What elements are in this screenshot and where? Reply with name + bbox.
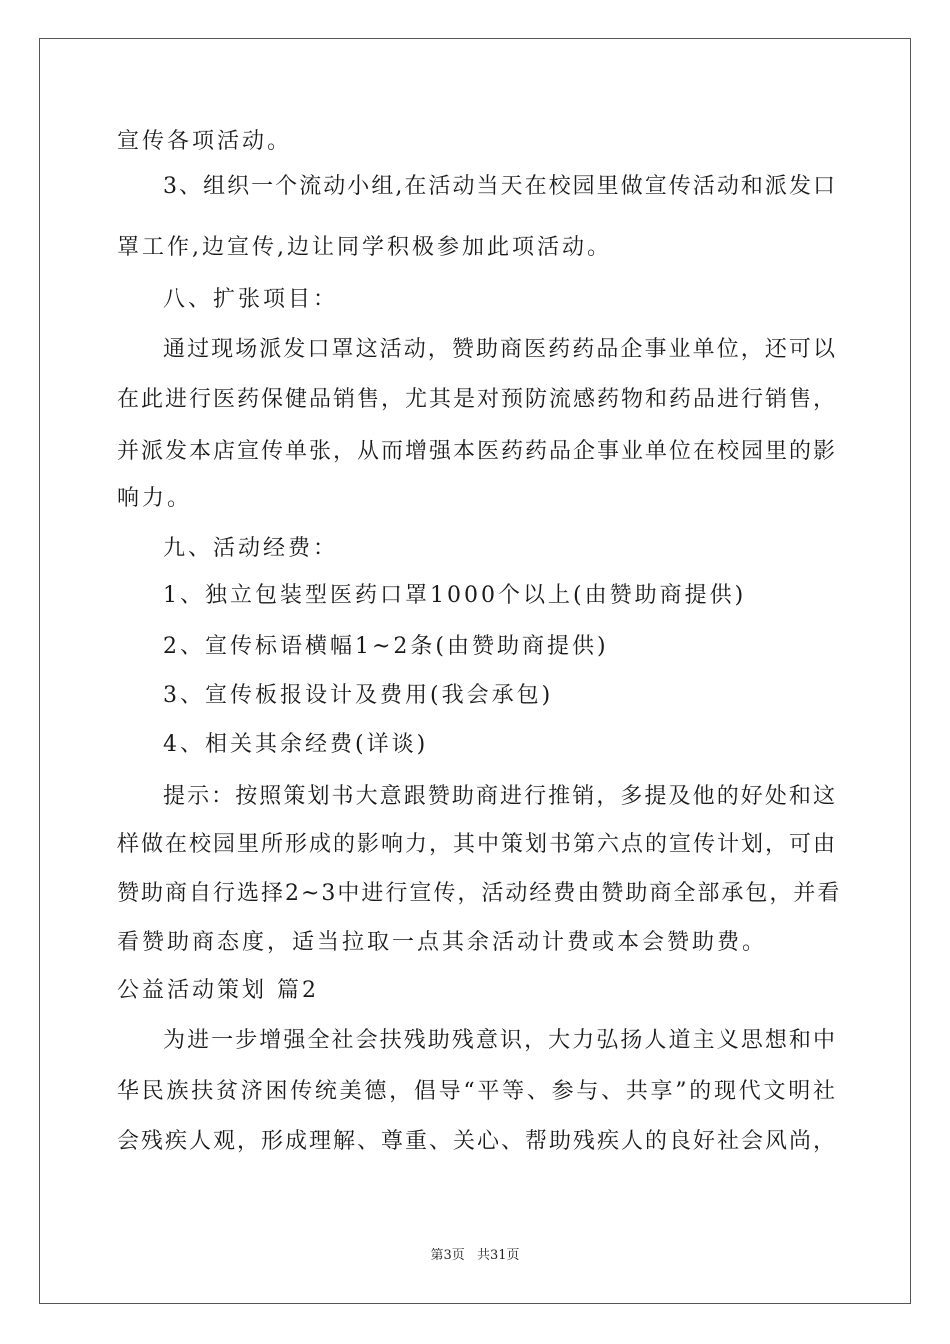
paragraph-line: 华民族扶贫济困传统美德，倡导“平等、参与、共享”的现代文明社: [117, 1079, 837, 1104]
paragraph-line: 3、组织一个流动小组,在活动当天在校园里做宣传活动和派发口: [163, 174, 837, 199]
paragraph-line: 响力。: [117, 486, 193, 511]
paragraph-line: 提示：按照策划书大意跟赞助商进行推销，多提及他的好处和这: [163, 784, 837, 809]
list-item: 4、相关其余经费(详谈): [163, 732, 429, 757]
paragraph-line: 在此进行医药保健品销售，尤其是对预防流感药物和药品进行销售，: [117, 387, 838, 412]
section-heading: 九、活动经费：: [163, 536, 339, 561]
page-footer: [0, 1247, 950, 1265]
paragraph-line: 罩工作,边宣传,边让同学积极参加此项活动。: [117, 235, 612, 260]
paragraph-line: 赞助商自行选择2~3中进行宣传，活动经费由赞助商全部承包，并看: [117, 881, 842, 906]
paragraph-line: 通过现场派发口罩这活动，赞助商医药药品企事业单位，还可以: [163, 337, 837, 362]
paragraph-line: 会残疾人观，形成理解、尊重、关心、帮助残疾人的良好社会风尚，: [117, 1129, 838, 1154]
paragraph-line: 看赞助商态度，适当拉取一点其余活动计费或本会赞助费。: [117, 930, 768, 955]
list-item: 3、宣传板报设计及费用(我会承包): [163, 683, 554, 708]
page-border: [39, 38, 911, 1304]
paragraph-line: 并派发本店宣传单张，从而增强本医药药品企事业单位在校园里的影: [117, 439, 838, 464]
paragraph-line: 样做在校园里所形成的影响力，其中策划书第六点的宣传计划，可由: [117, 832, 838, 857]
section-heading: 八、扩张项目：: [163, 287, 339, 312]
paragraph-line: 宣传各项活动。: [117, 129, 293, 154]
list-item: 1、独立包装型医药口罩1000个以上(由赞助商提供): [163, 583, 747, 608]
page-number: 第3页: [430, 1248, 465, 1263]
list-item: 2、宣传标语横幅1~2条(由赞助商提供): [163, 634, 609, 659]
section-title: 公益活动策划 篇2: [117, 978, 319, 1003]
page-total: 共31页: [476, 1248, 520, 1263]
paragraph-line: 为进一步增强全社会扶残助残意识，大力弘扬人道主义思想和中: [163, 1028, 837, 1053]
